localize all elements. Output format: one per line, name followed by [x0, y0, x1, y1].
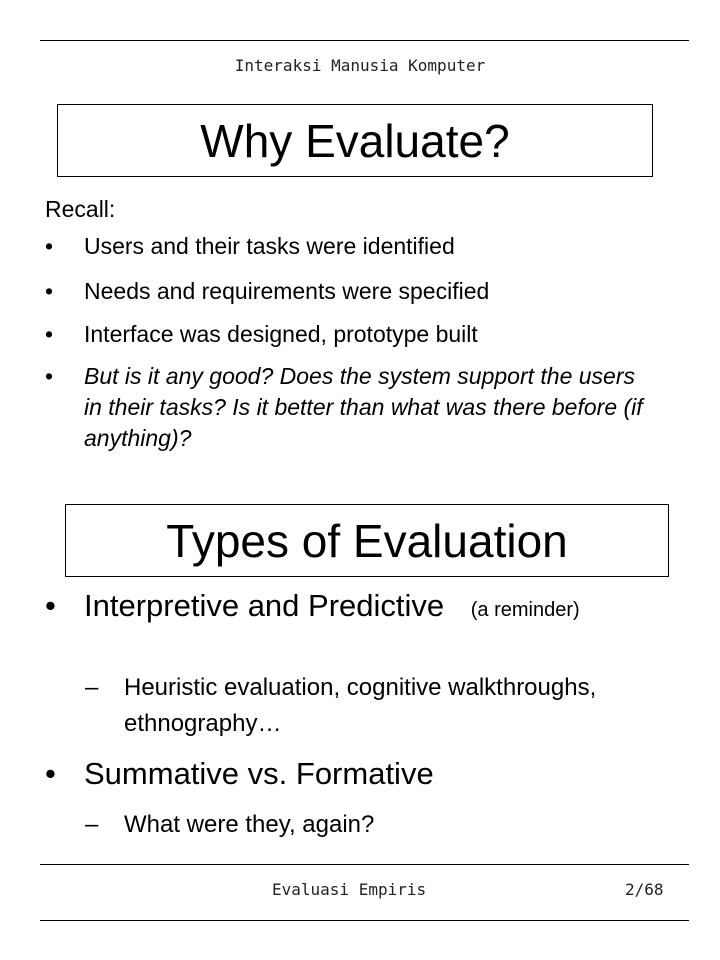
footer-bottom-rule	[40, 920, 689, 921]
bullet-text: Users and their tasks were identified	[84, 233, 455, 259]
dash: –	[85, 811, 99, 838]
bullet: •	[45, 588, 56, 623]
bullet-main-text: Interpretive and Predictive	[84, 588, 445, 623]
list-item	[45, 588, 645, 628]
list-item	[45, 276, 665, 307]
bullet-text: Interface was designed, prototype built	[84, 321, 478, 347]
sub-item	[85, 807, 665, 843]
slide1-title: Why Evaluate?	[200, 114, 510, 167]
list-item	[45, 756, 665, 792]
bullet-text: Needs and requirements were specified	[84, 278, 490, 304]
sub-item	[85, 670, 665, 742]
footer-topic: Evaluasi Empiris	[272, 880, 427, 899]
bullet: •	[45, 756, 56, 791]
slide2-title-box	[65, 504, 669, 577]
bullet: •	[45, 321, 54, 347]
list-item	[45, 231, 665, 262]
recall-label: Recall:	[45, 196, 116, 222]
bullet: •	[45, 278, 54, 304]
bullet-main-text: Summative vs. Formative	[84, 756, 434, 791]
sub-item-text: Heuristic evaluation, cognitive walkthroughs, ethnography…	[124, 674, 597, 737]
list-item	[45, 361, 645, 454]
page-number: 2/68	[625, 880, 664, 899]
slide1-title-box	[57, 104, 653, 177]
bullet: •	[45, 233, 54, 259]
list-item	[45, 319, 665, 350]
top-rule	[40, 40, 689, 41]
sub-item-text: What were they, again?	[124, 811, 375, 838]
bullet-text: But is it any good? Does the system support the users in their tasks? Is it better than what was there before (if anything)?	[84, 363, 643, 451]
bullet-text-group	[84, 588, 645, 628]
footer-top-rule	[40, 864, 689, 865]
slide2-title: Types of Evaluation	[166, 514, 568, 567]
bullet-note: (a reminder)	[470, 599, 580, 621]
bullet: •	[45, 363, 54, 389]
course-header: Interaksi Manusia Komputer	[234, 56, 486, 75]
dash: –	[85, 674, 99, 701]
